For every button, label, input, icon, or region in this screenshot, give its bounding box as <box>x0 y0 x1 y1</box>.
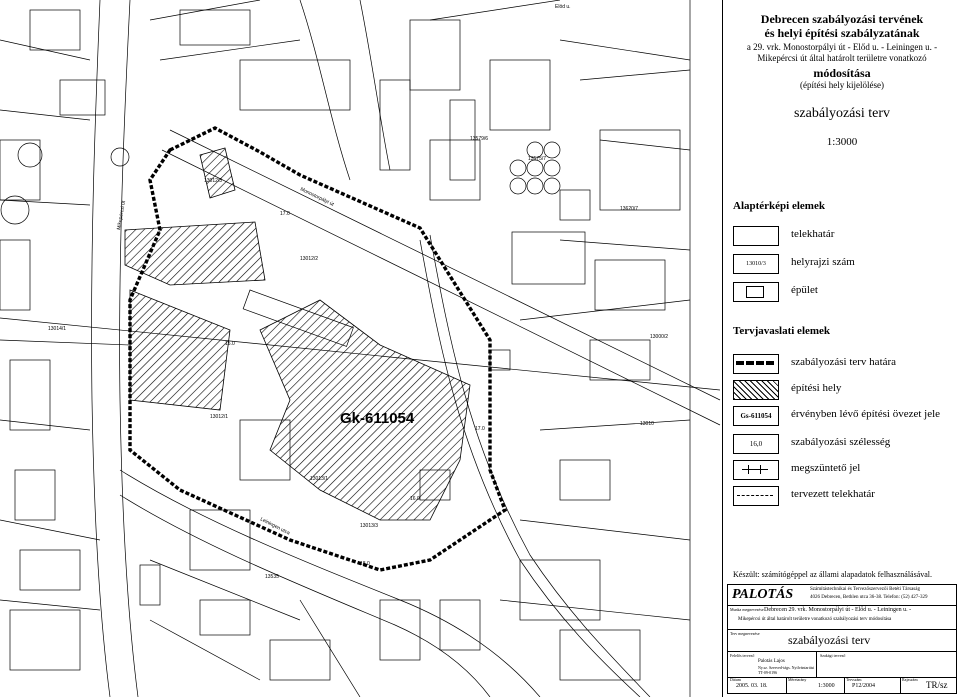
parcel-label: 13535 <box>265 574 279 580</box>
parcel-label: 13012/3 <box>204 178 223 184</box>
project-row <box>728 605 956 630</box>
legend-row-parcel-line <box>733 226 953 246</box>
street-label-elod: Elöd u. <box>555 4 571 10</box>
street-label-mikepercsi: Mikepércsi út <box>116 200 128 231</box>
proposal-section-title: Tervjavaslati elemek <box>733 325 831 337</box>
designer-name: Palotás Lajos <box>758 659 785 664</box>
building-symbol <box>733 282 779 302</box>
title-line-1: Debrecen szabályozási tervének <box>760 12 924 26</box>
dimension-label: 16.0 <box>410 496 420 502</box>
legend-label: szabályozási terv határa <box>791 356 897 368</box>
date-label: Dátum <box>730 677 741 682</box>
designer-note: Ny.sz. Szerved-tágs. Nyilvántartási <box>758 665 815 670</box>
legend-row-building-zone <box>733 380 953 400</box>
plan-no-label: Tervszám <box>846 677 862 682</box>
plan-boundary-symbol <box>733 354 779 374</box>
legend-label: tervezett telekhatár <box>791 488 875 500</box>
subtitle-line-1: a 29. vrk. Monostorpályi út - Előd u. - Leiningen u. - <box>746 42 938 52</box>
building-zone-symbol <box>733 380 779 400</box>
legend-label: érvényben lévő építési övezet jele <box>791 408 941 420</box>
zone-code-label: Gk-611054 <box>340 410 415 427</box>
dimension-label: 18.0 <box>360 561 370 567</box>
plan-no-value: P12/2004 <box>852 683 876 689</box>
planned-line-symbol <box>733 486 779 506</box>
designer-label: Felelős tervező <box>730 653 755 658</box>
legend-label: megszüntető jel <box>791 462 861 474</box>
parcel-label: 13575/7 <box>528 156 547 162</box>
scale-block-label: Méretarány <box>788 677 807 682</box>
parcel-line-symbol <box>733 226 779 246</box>
building-zone-2 <box>125 222 265 285</box>
project-name-2: Mikepércsi út által határolt területre vonatkozó szabályozási terv módosítása <box>738 617 892 622</box>
legend-label: szabályozási szélesség <box>791 436 891 448</box>
legend-label: épület <box>791 284 818 296</box>
made-note: Készült: számítógéppel az állami alapadatok felhasználásával. <box>733 570 933 579</box>
date-value: 2005. 03. 18. <box>736 683 768 689</box>
lot-number-symbol-text: 13010/3 <box>746 261 766 267</box>
building-zone-1 <box>200 148 235 198</box>
legend-panel <box>722 0 960 697</box>
designer-reg: TT-09-0196 <box>758 670 778 675</box>
parcel-label: 13014/1 <box>48 326 67 332</box>
legend-row-lot-number <box>733 254 953 274</box>
width-symbol <box>733 434 779 454</box>
company-address: 4026 Debrecen, Bethlen utca 36-38. Telefon: (52) 427-329 <box>810 595 928 600</box>
parcel-label: 13012/2 <box>300 256 319 262</box>
parcel-label: 13010 <box>640 421 654 427</box>
drawing-title: szabályozási terv <box>788 633 871 647</box>
expert-label: Szakági tervező <box>820 653 846 658</box>
building-zone-3 <box>130 290 230 410</box>
parcel-label: 13013/3 <box>360 523 379 529</box>
legend-label: építési hely <box>791 382 842 394</box>
info-row <box>728 677 956 693</box>
dimension-label: 15.0 <box>225 341 235 347</box>
legend-row-building <box>733 282 953 302</box>
drawing-row <box>728 629 956 652</box>
parcel-label: 13012/1 <box>210 414 229 420</box>
sheet-label: Rajzszám <box>902 677 918 682</box>
base-section-title: Alaptérképi elemek <box>733 200 825 212</box>
title-block <box>727 584 957 694</box>
width-symbol-text: 16,0 <box>749 440 763 448</box>
scale-label: 1:3000 <box>826 136 858 148</box>
legend-row-width <box>733 434 953 454</box>
dimension-label: 17.0 <box>280 211 290 217</box>
title-line-2: és helyi építési szabályzatának <box>764 26 920 40</box>
legend-label: telekhatár <box>791 228 835 240</box>
zone-code-symbol-text: Gs-611054 <box>740 412 772 420</box>
legend-label: helyrajzi szám <box>791 256 855 268</box>
legend-row-plan-boundary <box>733 354 953 374</box>
legend-row-zone-code <box>733 406 953 426</box>
company-name: PALOTÁS <box>732 587 794 602</box>
sheet-no-value: TR/sz <box>926 680 948 690</box>
legend-row-cancel-mark <box>733 460 953 480</box>
parcel-label: 13620/7 <box>620 206 639 212</box>
drawing-label: Terv megnevezése <box>730 631 760 636</box>
subtitle-line-2: Mikepércsi út által határolt területre vonatkozó <box>757 53 927 63</box>
legend-row-planned-line <box>733 486 953 506</box>
modification-heading: módosítása <box>813 66 871 80</box>
project-label: Munka megnevezése <box>730 607 764 612</box>
company-row <box>728 585 956 606</box>
designer-row <box>728 651 956 678</box>
modification-note: (építési hely kijelölése) <box>800 80 884 90</box>
scale-block-value: 1:3000 <box>818 683 835 689</box>
project-name: Debrecen 29. vrk. Monostorpályi út - Előd u. - Leiningen u. - <box>764 607 912 613</box>
plan-title: szabályozási terv <box>793 106 890 121</box>
parcel-label: 13000/2 <box>650 334 669 340</box>
lot-number-symbol <box>733 254 779 274</box>
parcel-label: 13579/6 <box>470 136 489 142</box>
zone-code-symbol <box>733 406 779 426</box>
parcel-label: 13013/1 <box>310 476 329 482</box>
street-label-leiningen: Leiningen utca <box>259 516 291 537</box>
street-label-monostorpalyi: Monostorpályi út <box>299 186 335 208</box>
company-desc: Számítástechnikai és Tervezőszervezői Betéti Társaság <box>810 587 920 592</box>
dimension-label: 17.0 <box>475 426 485 432</box>
cancel-mark-symbol <box>733 460 779 480</box>
